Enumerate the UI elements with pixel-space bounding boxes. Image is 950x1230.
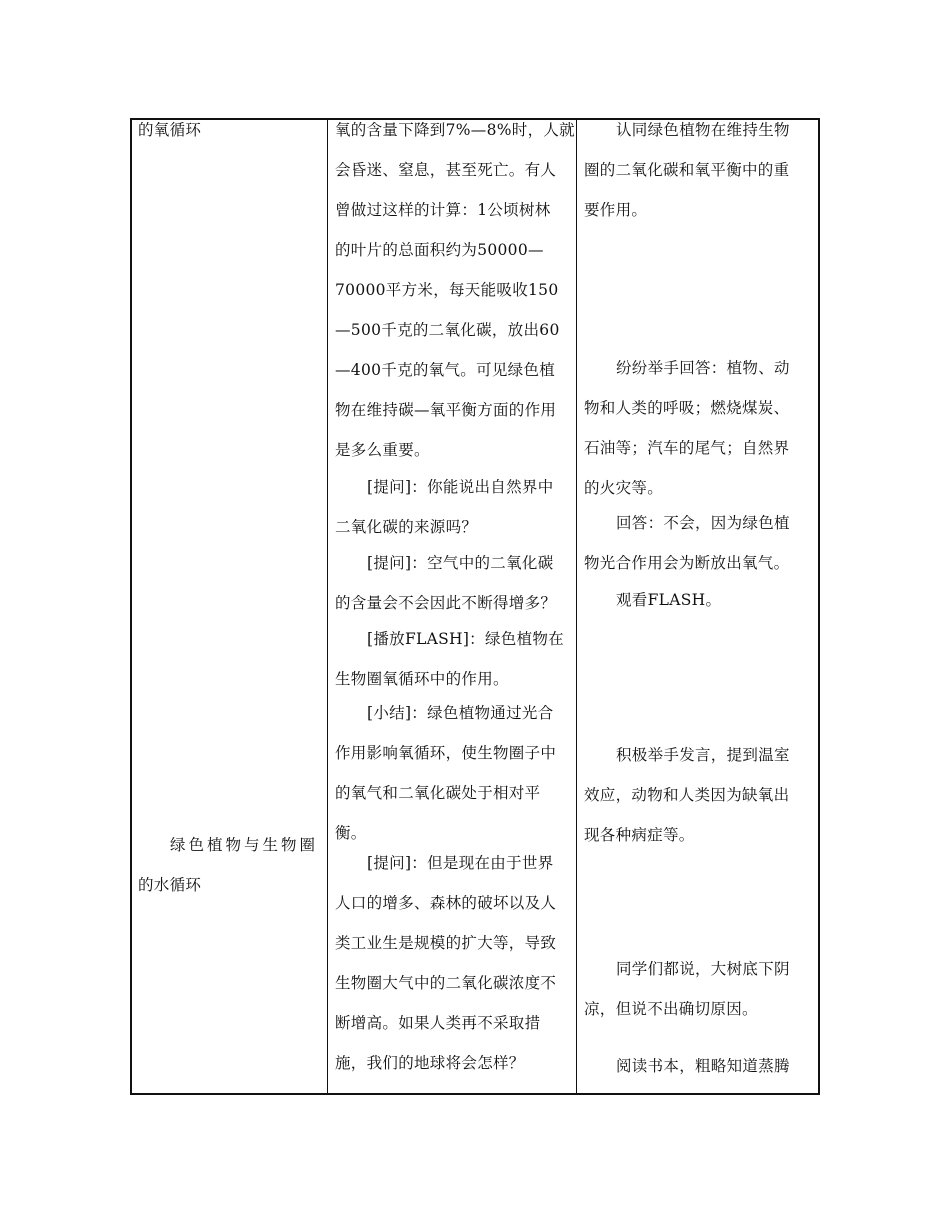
col2-line: 曾做过这样的计算：1公顷树林: [335, 201, 551, 219]
col2-summary: [335, 693, 569, 853]
col2-question-future: [335, 843, 569, 1083]
col2-question-co2-sources: [335, 467, 569, 547]
col1-line: 绿色植物与生物圈: [170, 836, 319, 854]
column-divider-2: [576, 120, 577, 1093]
col3-line: 物和人类的呼吸；燃烧煤炭、: [584, 399, 790, 417]
col2-line: 人口的增多、森林的破坏以及人: [335, 894, 557, 912]
col3-line: 认同绿色植物在维持生物: [616, 121, 790, 139]
col3-recognize-role: [584, 110, 812, 230]
col3-tree-shade: [584, 949, 812, 1029]
col2-line: —500千克的二氧化碳，放出60: [335, 321, 560, 339]
col2-line: 的氧气和二氧化碳处于相对平: [335, 784, 541, 802]
col2-line: 氧的含量下降到7%—8%时，人就: [335, 121, 575, 139]
col2-line: [播放FLASH]：绿色植物在: [367, 630, 564, 648]
col3-read-book: [584, 1046, 812, 1086]
col3-line: 观看FLASH。: [616, 591, 722, 609]
col3-line: 石油等；汽车的尾气；自然界: [584, 439, 790, 457]
col2-line: [提问]：你能说出自然界中: [367, 478, 554, 496]
col2-line: 生物圈大气中的二氧化碳浓度不: [335, 974, 557, 992]
col2-line: 衡。: [335, 824, 367, 842]
col2-line: 物在维持碳—氧平衡方面的作用: [335, 401, 557, 419]
col2-line: 作用影响氧循环，使生物圈子中: [335, 744, 557, 762]
col2-line: 二氧化碳的来源吗？: [335, 518, 478, 536]
col3-line: 现各种病症等。: [584, 826, 695, 844]
col2-line: [小结]：绿色植物通过光合: [367, 704, 554, 722]
col1-topic-oxygen-cycle: [138, 110, 320, 150]
col3-line: 回答：不会，因为绿色植: [616, 514, 790, 532]
col2-line: 生物圈氧循环中的作用。: [335, 670, 509, 688]
col2-line: 施，我们的地球将会怎样？: [335, 1054, 525, 1072]
col2-line: 断增高。如果人类再不采取措: [335, 1014, 541, 1032]
col2-paragraph-1: [335, 110, 575, 470]
col2-line: 70000平方米，每天能吸收150: [335, 281, 559, 299]
col2-line: [提问]：但是现在由于世界: [367, 854, 554, 872]
col2-line: 会昏迷、窒息，甚至死亡。有人: [335, 161, 557, 179]
col3-line: 的火灾等。: [584, 479, 664, 497]
col3-line: 同学们都说，大树底下阴: [616, 960, 790, 978]
col1-line: 的水循环: [138, 876, 202, 894]
col1-topic-water-cycle: [138, 825, 320, 905]
col2-line: 类工业生是规模的扩大等，导致: [335, 934, 557, 952]
col3-line: 阅读书本，粗略知道蒸腾: [616, 1057, 790, 1075]
col3-line: 要作用。: [584, 201, 648, 219]
col3-line: 纷纷举手回答：植物、动: [616, 359, 790, 377]
col3-speak-up: [584, 735, 812, 855]
col2-line: 的叶片的总面积约为50000—: [335, 241, 544, 259]
col3-line: 圈的二氧化碳和氧平衡中的重: [584, 161, 790, 179]
col3-line: 效应，动物和人类因为缺氧出: [584, 786, 790, 804]
col3-line: 积极举手发言，提到温室: [616, 746, 790, 764]
col2-line: 的含量会不会因此不断得增多？: [335, 594, 557, 612]
col3-answer-co2-sources: [584, 348, 812, 508]
col2-play-flash: [335, 619, 569, 699]
col3-watch-flash: [584, 580, 812, 620]
col2-line: [提问]：空气中的二氧化碳: [367, 554, 554, 572]
col2-line: —400千克的氧气。可见绿色植: [335, 361, 556, 379]
col2-line: 是多么重要。: [335, 441, 430, 459]
col3-line: 物光合作用会为断放出氧气。: [584, 554, 790, 572]
col3-answer-no-increase: [584, 503, 812, 583]
col3-line: 凉，但说不出确切原因。: [584, 1000, 758, 1018]
column-divider-1: [327, 120, 328, 1093]
col2-question-co2-increase: [335, 543, 569, 623]
col1-line: 的氧循环: [138, 121, 202, 139]
